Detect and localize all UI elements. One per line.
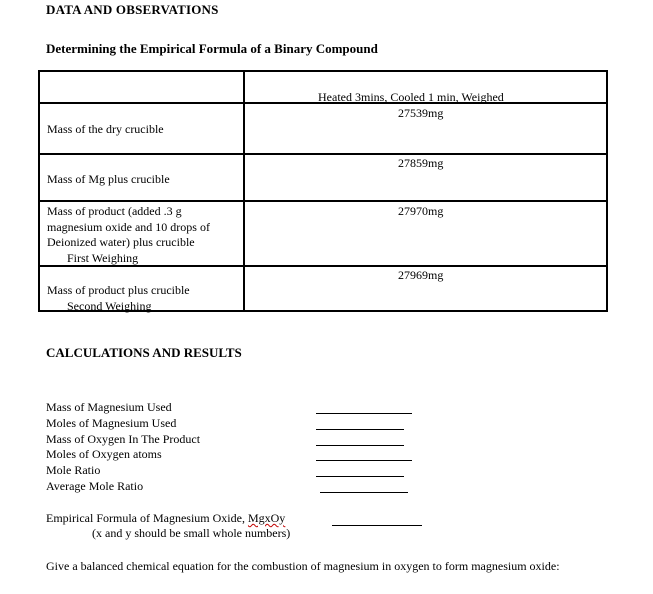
row-label-product-first [47,204,237,266]
row-value-mg-crucible: 27859mg [398,156,444,170]
table-header-condition: Heated 3mins, Cooled 1 min, Weighed [318,90,504,104]
answer-blank[interactable] [316,445,404,446]
row-value-product-first: 27970mg [398,204,444,218]
answer-blank[interactable] [320,492,408,493]
calc-avg-ratio-label: Average Mole Ratio [46,479,144,493]
equation-question: Give a balanced chemical equation for the combustion of magnesium in oxygen to form magnesium oxide: [46,559,560,573]
calc-mole-ratio-label: Mole Ratio [46,463,101,477]
row-label-text: Mass of product (added .3 g magnesium oxide and 10 drops of Deionized water) plus crucible [47,204,210,249]
answer-blank[interactable] [316,429,404,430]
calc-moles-o-label: Moles of Oxygen atoms [46,447,162,461]
row-label-text: Mass of product plus crucible [47,283,190,297]
row-label-dry-crucible: Mass of the dry crucible [47,122,164,136]
row-value-dry-crucible: 27539mg [398,106,444,120]
row-label-weighing: Second Weighing [67,298,152,313]
calc-mass-mg-label: Mass of Magnesium Used [46,400,172,414]
table-divider [40,200,606,202]
answer-blank[interactable] [316,476,404,477]
table-column-divider [243,72,245,310]
answer-blank[interactable] [316,413,412,414]
empirical-formula-note: (x and y should be small whole numbers) [92,526,291,540]
calc-moles-mg-label: Moles of Magnesium Used [46,416,177,430]
answer-blank[interactable] [332,525,422,526]
row-value-product-second: 27969mg [398,268,444,282]
calc-mass-o-label: Mass of Oxygen In The Product [46,432,201,446]
formula-mgxoy: MgxOy [247,511,286,525]
answer-blank[interactable] [316,460,412,461]
section-title: Determining the Empirical Formula of a Binary Compound [46,41,378,56]
table-divider [40,153,606,155]
page-heading: DATA AND OBSERVATIONS [46,2,219,17]
row-label-mg-crucible: Mass of Mg plus crucible [47,172,170,186]
empirical-formula-prefix: Empirical Formula of Magnesium Oxide, [46,511,248,525]
data-table [38,70,608,312]
calculations-heading: CALCULATIONS AND RESULTS [46,345,242,360]
row-label-product-second [47,283,237,314]
empirical-formula-label [46,511,285,526]
row-label-weighing: First Weighing [67,250,139,265]
